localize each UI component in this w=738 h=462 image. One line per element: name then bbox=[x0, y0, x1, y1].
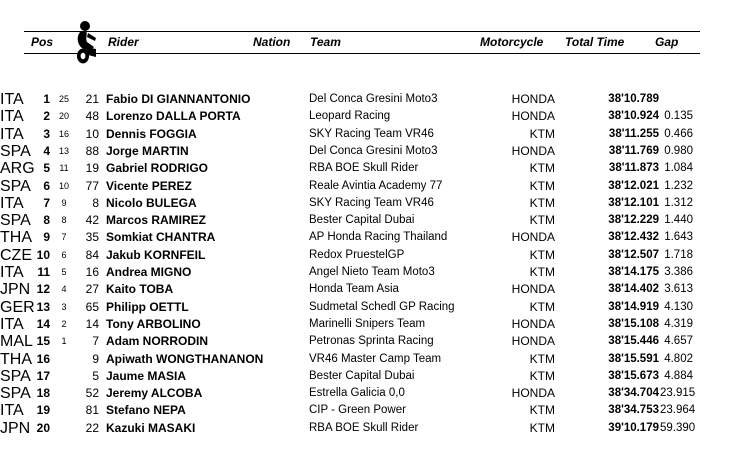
result-total-time: 38'12.229 bbox=[608, 214, 659, 227]
result-points: 25 bbox=[58, 94, 69, 104]
result-team: Estrella Galicia 0,0 bbox=[309, 387, 405, 400]
result-rider-number: 22 bbox=[85, 420, 99, 435]
result-team: VR46 Master Camp Team bbox=[309, 352, 442, 365]
header-team: Team bbox=[310, 35, 341, 49]
result-nation: SPA bbox=[0, 367, 31, 385]
result-rider-number: 65 bbox=[85, 299, 99, 314]
header-gap: Gap bbox=[655, 35, 679, 49]
result-rider-name: Adam NORRODIN bbox=[106, 334, 209, 349]
result-position: 10 bbox=[36, 247, 50, 262]
result-motorcycle: HONDA bbox=[511, 282, 555, 297]
result-rider-name: Philipp OETTL bbox=[106, 299, 189, 314]
result-motorcycle: HONDA bbox=[511, 109, 555, 124]
result-gap: 1.312 bbox=[664, 196, 693, 209]
result-rider-name: Fabio DI GIANNANTONIO bbox=[106, 92, 251, 106]
result-points: 6 bbox=[61, 249, 67, 260]
result-total-time: 38'11.873 bbox=[608, 162, 659, 175]
table-row bbox=[0, 143, 738, 160]
result-gap: 1.084 bbox=[664, 162, 693, 175]
result-motorcycle: KTM bbox=[529, 351, 555, 366]
result-motorcycle: KTM bbox=[529, 368, 555, 383]
header-total-time: Total Time bbox=[565, 35, 625, 49]
result-total-time: 38'10.924 bbox=[608, 110, 659, 123]
result-nation: JPN bbox=[0, 281, 31, 299]
result-points: 13 bbox=[58, 145, 69, 156]
result-rider-number: 84 bbox=[85, 247, 99, 262]
result-gap: 1.440 bbox=[664, 214, 693, 227]
result-nation: ARG bbox=[0, 160, 35, 178]
result-rider-name: Tony ARBOLINO bbox=[106, 316, 201, 331]
result-points: 9 bbox=[61, 197, 67, 208]
table-row bbox=[0, 247, 738, 264]
result-motorcycle: KTM bbox=[529, 161, 555, 176]
result-team: Leopard Racing bbox=[309, 110, 391, 123]
result-total-time: 38'34.753 bbox=[608, 404, 659, 417]
result-rider-number: 35 bbox=[85, 230, 99, 245]
result-total-time: 38'15.108 bbox=[608, 317, 659, 330]
result-gap: 3.613 bbox=[664, 283, 693, 296]
result-gap: 1.232 bbox=[664, 179, 693, 192]
result-total-time: 38'12.101 bbox=[608, 196, 659, 209]
result-position: 12 bbox=[36, 282, 50, 297]
result-nation: GER bbox=[0, 298, 35, 316]
table-row bbox=[0, 316, 738, 333]
result-gap: 4.802 bbox=[664, 352, 693, 365]
result-rider-name: Dennis FOGGIA bbox=[106, 126, 197, 141]
result-rider-name: Jorge MARTIN bbox=[106, 143, 189, 158]
table-row bbox=[0, 299, 738, 316]
result-motorcycle: HONDA bbox=[511, 143, 555, 158]
result-motorcycle: KTM bbox=[529, 126, 555, 141]
result-total-time: 38'12.432 bbox=[608, 231, 659, 244]
result-rider-number: 8 bbox=[92, 195, 99, 210]
result-nation: ITA bbox=[0, 402, 24, 420]
result-total-time: 38'14.175 bbox=[608, 266, 659, 278]
result-gap: 0.466 bbox=[664, 127, 693, 140]
result-position: 6 bbox=[43, 178, 50, 193]
result-rider-number: 48 bbox=[85, 109, 99, 124]
result-position: 11 bbox=[37, 265, 50, 279]
result-position: 7 bbox=[43, 195, 50, 210]
result-position: 8 bbox=[43, 213, 50, 228]
header-bottom-rule bbox=[24, 53, 700, 54]
result-rider-name: Stefano NEPA bbox=[106, 403, 186, 418]
result-position: 15 bbox=[36, 334, 50, 349]
result-rider-name: Jaume MASIA bbox=[106, 368, 187, 383]
result-rider-name: Nicolo BULEGA bbox=[106, 195, 197, 210]
table-row bbox=[0, 351, 738, 368]
result-total-time: 38'14.402 bbox=[608, 283, 659, 296]
result-gap: 4.130 bbox=[664, 300, 693, 313]
result-gap: 0.135 bbox=[664, 110, 693, 123]
table-row bbox=[0, 264, 738, 281]
result-rider-number: 77 bbox=[85, 178, 99, 193]
result-gap: 59.390 bbox=[660, 421, 696, 434]
result-gap: 1.718 bbox=[664, 248, 693, 261]
result-points: 7 bbox=[61, 232, 67, 243]
result-motorcycle: KTM bbox=[529, 299, 555, 314]
result-motorcycle: KTM bbox=[529, 213, 555, 228]
table-row bbox=[0, 160, 738, 177]
result-position: 4 bbox=[43, 143, 50, 158]
result-gap: 3.386 bbox=[664, 266, 693, 278]
result-team: Bester Capital Dubai bbox=[309, 369, 415, 382]
result-position: 1 bbox=[43, 92, 50, 106]
table-row bbox=[0, 126, 738, 143]
result-motorcycle: KTM bbox=[529, 247, 555, 262]
table-row bbox=[0, 281, 738, 298]
result-rider-number: 16 bbox=[85, 265, 99, 279]
result-total-time: 38'34.704 bbox=[608, 387, 659, 400]
result-position: 13 bbox=[36, 299, 50, 314]
result-rider-number: 10 bbox=[85, 126, 99, 141]
header-rider: Rider bbox=[108, 35, 139, 49]
result-rider-name: Apiwath WONGTHANANON bbox=[106, 351, 264, 366]
result-team: AP Honda Racing Thailand bbox=[309, 231, 448, 244]
result-team: Sudmetal Schedl GP Racing bbox=[309, 300, 455, 313]
result-team: SKY Racing Team VR46 bbox=[309, 196, 434, 209]
result-motorcycle: HONDA bbox=[511, 316, 555, 331]
table-row bbox=[0, 212, 738, 229]
result-rider-number: 9 bbox=[92, 351, 99, 366]
result-motorcycle: KTM bbox=[529, 178, 555, 193]
table-row bbox=[0, 333, 738, 350]
result-motorcycle: KTM bbox=[529, 265, 555, 279]
result-rider-name: Jeremy ALCOBA bbox=[106, 386, 203, 401]
result-total-time: 38'11.255 bbox=[608, 127, 659, 140]
result-rider-number: 81 bbox=[85, 403, 99, 418]
result-team: RBA BOE Skull Rider bbox=[309, 162, 419, 175]
result-team: Bester Capital Dubai bbox=[309, 214, 415, 227]
result-points: 2 bbox=[61, 318, 67, 329]
result-nation: ITA bbox=[0, 91, 24, 108]
result-gap: 23.964 bbox=[660, 404, 696, 417]
result-points: 8 bbox=[61, 215, 67, 226]
result-gap: 4.319 bbox=[664, 317, 693, 330]
result-points: 4 bbox=[61, 284, 67, 295]
result-total-time: 38'12.021 bbox=[608, 179, 659, 192]
result-gap: 4.657 bbox=[664, 335, 693, 348]
result-rider-number: 88 bbox=[85, 143, 99, 158]
result-nation: THA bbox=[0, 350, 32, 368]
result-team: Marinelli Snipers Team bbox=[309, 317, 426, 330]
result-gap: 1.643 bbox=[664, 231, 693, 244]
result-rider-name: Marcos RAMIREZ bbox=[106, 213, 207, 228]
result-gap: 4.884 bbox=[664, 369, 693, 382]
result-position: 9 bbox=[43, 230, 50, 245]
result-rider-name: Kazuki MASAKI bbox=[106, 420, 196, 435]
result-rider-name: Vicente PEREZ bbox=[106, 178, 192, 193]
result-rider-name: Gabriel RODRIGO bbox=[106, 161, 209, 176]
result-nation: CZE bbox=[0, 246, 32, 264]
result-position: 3 bbox=[43, 126, 50, 141]
table-row bbox=[0, 195, 738, 212]
result-nation: JPN bbox=[0, 419, 31, 437]
result-nation: SPA bbox=[0, 212, 31, 230]
result-total-time: 39'10.179 bbox=[608, 421, 659, 434]
result-points: 1 bbox=[61, 336, 67, 347]
result-nation: ITA bbox=[0, 315, 24, 333]
result-position: 18 bbox=[36, 386, 50, 401]
table-row bbox=[0, 91, 738, 108]
header-pos: Pos bbox=[31, 35, 54, 49]
result-rider-name: Kaito TOBA bbox=[106, 282, 174, 297]
result-nation: ITA bbox=[0, 264, 24, 281]
result-position: 5 bbox=[43, 161, 50, 176]
result-total-time: 38'14.919 bbox=[608, 300, 659, 313]
result-rider-number: 14 bbox=[85, 316, 99, 331]
result-points: 10 bbox=[58, 180, 69, 191]
result-nation: SPA bbox=[0, 177, 31, 195]
result-gap: 23.915 bbox=[660, 387, 696, 400]
header-nation: Nation bbox=[253, 35, 291, 49]
result-total-time: 38'15.591 bbox=[608, 352, 659, 365]
result-total-time: 38'11.769 bbox=[608, 144, 659, 157]
result-points: 16 bbox=[58, 128, 69, 139]
result-nation: SPA bbox=[0, 385, 31, 403]
result-motorcycle: KTM bbox=[529, 420, 555, 435]
result-points: 3 bbox=[61, 301, 67, 312]
result-team: Angel Nieto Team Moto3 bbox=[309, 266, 435, 278]
result-points: 5 bbox=[61, 267, 67, 277]
result-rider-number: 52 bbox=[85, 386, 99, 401]
motorcycle-rider-icon bbox=[72, 20, 102, 66]
result-motorcycle: KTM bbox=[529, 195, 555, 210]
table-row bbox=[0, 402, 738, 419]
result-team: Reale Avintia Academy 77 bbox=[309, 179, 443, 192]
result-position: 2 bbox=[43, 109, 50, 124]
result-total-time: 38'15.446 bbox=[608, 335, 659, 348]
result-team: Petronas Sprinta Racing bbox=[309, 335, 434, 348]
table-row bbox=[0, 178, 738, 195]
result-nation: SPA bbox=[0, 142, 31, 160]
header-motorcycle: Motorcycle bbox=[480, 35, 544, 49]
result-total-time: 38'12.507 bbox=[608, 248, 659, 261]
result-motorcycle: HONDA bbox=[511, 334, 555, 349]
result-nation: ITA bbox=[0, 194, 24, 212]
result-points: 11 bbox=[59, 163, 69, 174]
result-rider-number: 7 bbox=[92, 334, 99, 349]
result-rider-name: Lorenzo DALLA PORTA bbox=[106, 109, 241, 124]
result-team: RBA BOE Skull Rider bbox=[309, 421, 419, 434]
result-position: 16 bbox=[36, 351, 50, 366]
result-rider-name: Somkiat CHANTRA bbox=[106, 230, 216, 245]
result-position: 19 bbox=[36, 403, 50, 418]
table-row bbox=[0, 368, 738, 385]
table-row bbox=[0, 420, 738, 437]
result-nation: ITA bbox=[0, 108, 24, 126]
result-nation: MAL bbox=[0, 333, 33, 351]
result-team: Del Conca Gresini Moto3 bbox=[309, 93, 438, 105]
result-motorcycle: HONDA bbox=[511, 386, 555, 401]
result-rider-number: 27 bbox=[85, 282, 99, 297]
result-rider-number: 5 bbox=[92, 368, 99, 383]
result-position: 20 bbox=[36, 420, 50, 435]
result-team: Del Conca Gresini Moto3 bbox=[309, 144, 438, 157]
result-motorcycle: HONDA bbox=[511, 92, 555, 106]
result-points: 20 bbox=[58, 111, 69, 122]
result-motorcycle: KTM bbox=[529, 403, 555, 418]
header-top-rule bbox=[24, 31, 700, 32]
result-rider-number: 42 bbox=[85, 213, 99, 228]
result-nation: THA bbox=[0, 229, 32, 247]
result-gap: 0.980 bbox=[664, 144, 693, 157]
result-team: Redox PruestelGP bbox=[309, 248, 405, 261]
result-rider-number: 19 bbox=[85, 161, 99, 176]
result-nation: ITA bbox=[0, 125, 24, 143]
result-motorcycle: HONDA bbox=[511, 230, 555, 245]
result-rider-name: Andrea MIGNO bbox=[106, 265, 192, 279]
result-rider-number: 21 bbox=[85, 92, 99, 106]
result-team: Honda Team Asia bbox=[309, 283, 399, 296]
table-row bbox=[0, 385, 738, 402]
result-team: CIP - Green Power bbox=[309, 404, 406, 417]
result-team: SKY Racing Team VR46 bbox=[309, 127, 434, 140]
table-row bbox=[0, 108, 738, 125]
result-position: 14 bbox=[36, 316, 50, 331]
result-total-time: 38'10.789 bbox=[608, 93, 659, 105]
result-rider-name: Jakub KORNFEIL bbox=[106, 247, 206, 262]
table-row bbox=[0, 229, 738, 246]
result-position: 17 bbox=[36, 368, 50, 383]
result-total-time: 38'15.673 bbox=[608, 369, 659, 382]
